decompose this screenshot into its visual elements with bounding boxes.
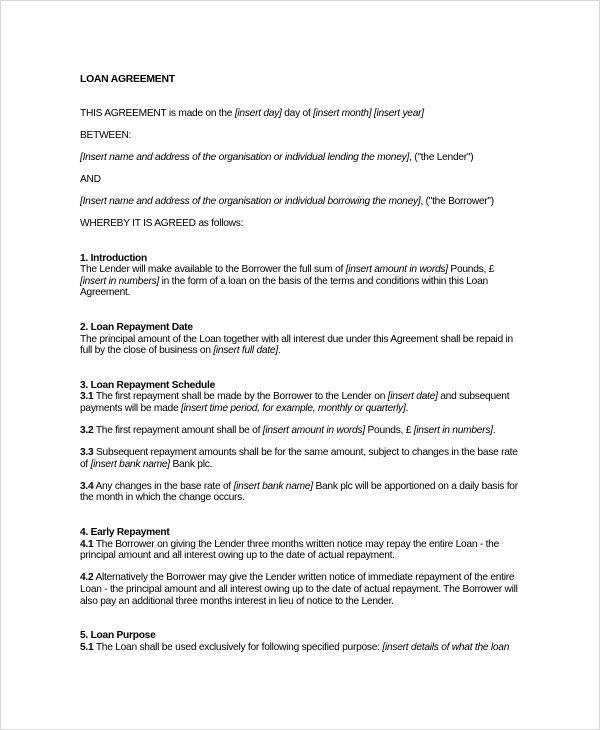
lender-suffix: , ("the Lender") [409, 151, 474, 163]
month-placeholder: [insert month] [313, 107, 372, 119]
section-text: . [492, 425, 496, 437]
clause-3-2 [80, 425, 520, 437]
lender-paragraph [80, 152, 520, 164]
clause-number: 3.4 [80, 480, 94, 492]
document-body [80, 74, 520, 653]
section-1-paragraph [80, 264, 520, 299]
clause-3-1 [80, 391, 520, 414]
clause-4-2 [80, 572, 520, 607]
section-text: . [277, 345, 281, 357]
borrower-placeholder: [Insert name and address of the organisation or individual borrowing the money] [80, 195, 421, 207]
clause-number: 4.2 [80, 572, 94, 584]
borrower-paragraph [80, 196, 520, 208]
intro-paragraph [80, 108, 520, 120]
section-2-paragraph [80, 334, 520, 357]
amount-numbers-placeholder: [insert in numbers] [413, 425, 493, 437]
between-label: BETWEEN: [80, 129, 132, 141]
section-text: Bank plc. [169, 458, 213, 470]
day-placeholder: [insert day] [234, 107, 282, 119]
section-text: The first repayment shall be made by the Borrower to the Lender on [93, 391, 388, 403]
borrower-suffix: , ("the Borrower") [420, 195, 494, 207]
section-2-heading: 2. Loan Repayment Date [80, 322, 193, 334]
section-text: and subsequent payments will be made [80, 391, 510, 414]
section-text: The Lender will make available to the Borrower the full sum of [80, 264, 346, 276]
time-period-placeholder: [insert time period, for example, monthly or quarterly] [180, 403, 406, 414]
amount-words-placeholder: [insert amount in words] [262, 425, 365, 437]
clause-4-1 [80, 539, 520, 562]
section-text: Subsequent repayment amounts shall be for the same amount, subject to changes in the base rate of [80, 447, 518, 470]
date-placeholder: [insert date] [387, 391, 438, 403]
document-title: LOAN AGREEMENT [80, 74, 175, 85]
clause-3-3 [80, 447, 520, 470]
year-placeholder: [insert year] [373, 107, 424, 119]
clause-number: 3.3 [80, 447, 94, 459]
section-text: Pounds, £ [364, 425, 414, 437]
amount-numbers-placeholder: [insert in numbers] [80, 275, 160, 287]
bank-name-placeholder: [insert bank name] [90, 458, 170, 470]
section-1-heading: 1. Introduction [80, 252, 147, 264]
lender-placeholder: [Insert name and address of the organisation or individual lending the money] [80, 151, 410, 163]
clause-5-1 [80, 642, 520, 654]
and-label: AND [80, 173, 101, 185]
clause-number: 3.2 [80, 425, 94, 437]
section-5-heading: 5. Loan Purpose [80, 630, 156, 642]
whereby-paragraph: WHEREBY IT IS AGREED as follows: [80, 218, 244, 230]
section-4-heading: 4. Early Repayment [80, 527, 170, 539]
intro-text: THIS AGREEMENT is made on the [80, 107, 235, 119]
amount-words-placeholder: [insert amount in words] [345, 264, 448, 276]
section-text: . [405, 403, 409, 414]
section-text: Pounds, £ [447, 264, 495, 276]
clause-3-4 [80, 481, 520, 504]
section-text: Any changes in the base rate of [93, 480, 234, 492]
full-date-placeholder: [insert full date] [213, 345, 278, 357]
section-text: in the form of a loan on the basis of the terms and conditions within this Loan Agreement. [80, 275, 488, 299]
section-text: Bank plc will be apportioned on a daily basis for the month in which the change occurs. [80, 480, 518, 504]
clause-number: 5.1 [80, 641, 94, 653]
bank-name-placeholder: [insert bank name] [233, 480, 313, 492]
section-text: The Borrower on giving the Lender three months written notice may repay the entire Loan - the principal amount and all interest owing up to the date of actual repayment. [80, 538, 499, 562]
intro-text: day of [281, 107, 314, 119]
section-3-heading: 3. Loan Repayment Schedule [80, 379, 216, 391]
clause-number: 3.1 [80, 391, 94, 403]
section-text: The first repayment amount shall be of [93, 425, 263, 437]
purpose-placeholder: [insert details of what the loan [382, 641, 510, 653]
clause-number: 4.1 [80, 538, 94, 550]
section-text: The Loan shall be used exclusively for following specified purpose: [93, 641, 383, 653]
section-text: The principal amount of the Loan together with all interest due under this Agreement shall be repaid in full by the close of business on [80, 333, 513, 357]
section-text: Alternatively the Borrower may give the Lender written notice of immediate repayment of the entire Loan - the principal amount and all interest owing up to the date of actual repayment. The Borrower will also pay an additional three months interest in lieu of notice to the Lender. [80, 572, 518, 607]
